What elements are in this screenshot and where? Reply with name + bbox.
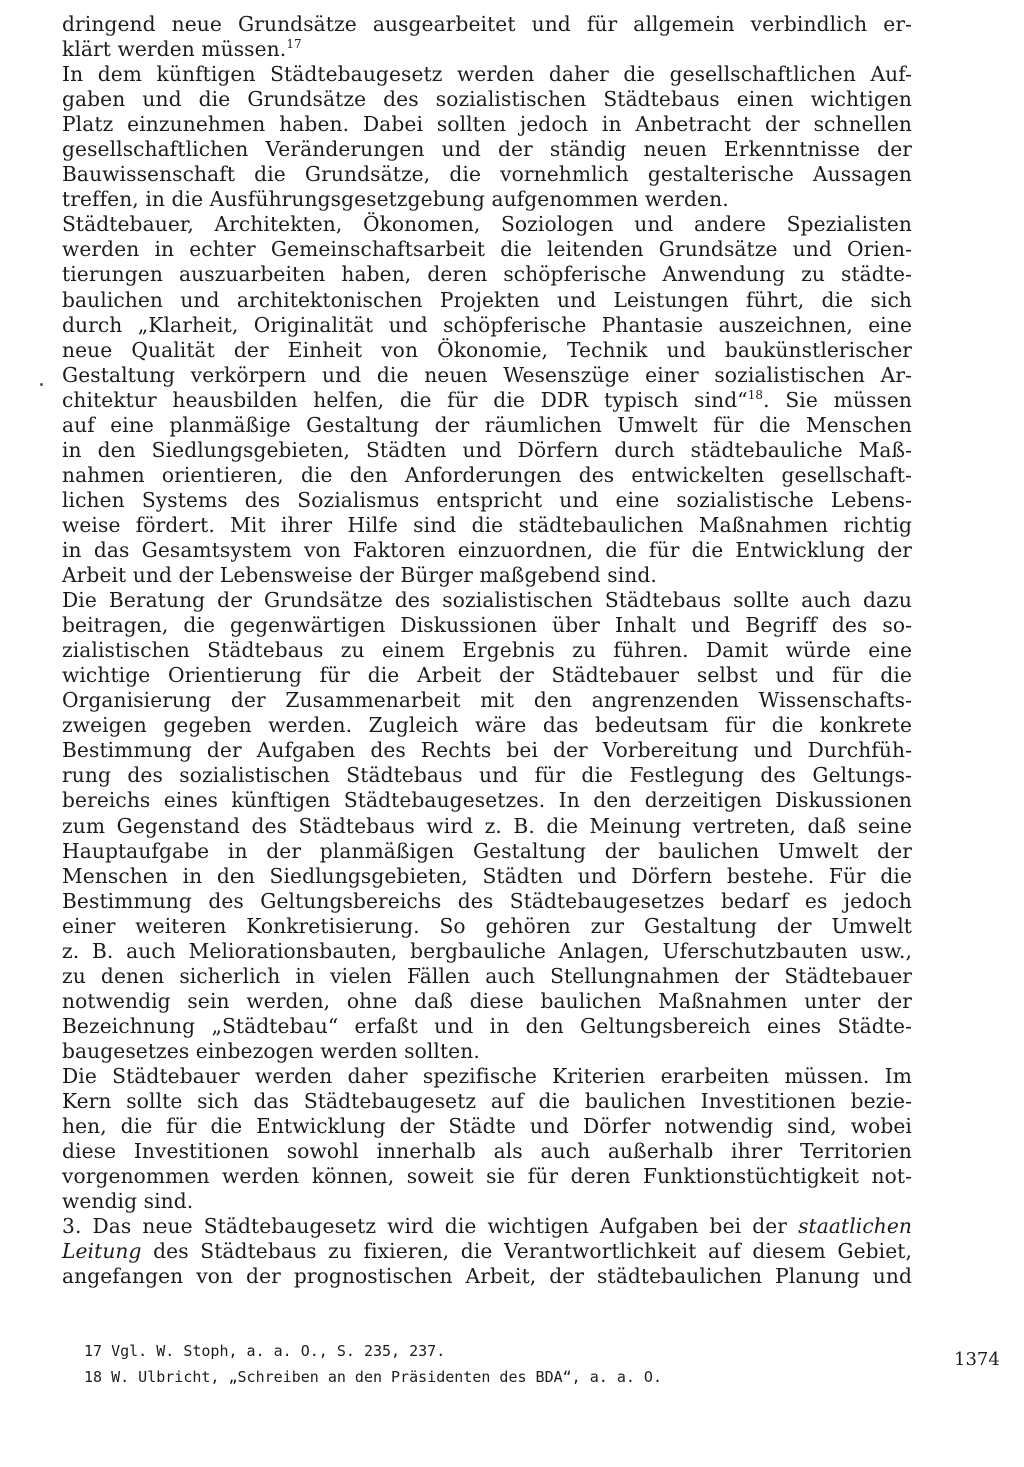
text-line [62, 37, 912, 62]
text-line: Bestimmung des Geltungsbereichs des Städtebaugesetzes bedarf es jedoch [62, 888, 912, 913]
text-line: Menschen in den Siedlungsgebieten, Städten und Dörfern bestehe. Für die [62, 863, 912, 888]
text-line: Arbeit und der Lebensweise der Bürger maßgebend sind. [62, 563, 657, 588]
paragraph-4 [62, 588, 912, 1064]
text-line: notwendig sein werden, ohne daß diese baulichen Maßnahmen unter der [62, 988, 912, 1013]
text-line: dringend neue Grundsätze ausgearbeitet und für allgemein verbindlich er- [62, 12, 912, 36]
text-line-content: des Städtebaus zu fixieren, die Verantwortlichkeit auf diesem Gebiet, [141, 1239, 912, 1264]
text-line: treffen, in die Ausführungsgesetzgebung aufgenommen werden. [62, 187, 729, 212]
text-line: angefangen von der prognostischen Arbeit, der städtebaulichen Planung und [62, 1264, 912, 1289]
text-line: Die Städtebauer werden daher spezifische Kriterien erarbeiten müssen. Im [62, 1063, 912, 1088]
text-line: rung des sozialistischen Städtebaus und für die Festlegung des Geltungs- [62, 763, 912, 788]
page-number: 1374 [954, 1349, 1000, 1370]
text-line: gaben und die Grundsätze des sozialistischen Städtebaus einen wichtigen [62, 87, 912, 112]
text-line: Bestimmung der Aufgaben des Rechts bei der Vorbereitung und Durchfüh- [62, 738, 912, 763]
text-line: zum Gegenstand des Städtebaus wird z. B. die Meinung vertreten, daß seine [62, 813, 912, 838]
emphasis-text: Leitung [62, 1239, 142, 1264]
text-line: einer weiteren Konkretisierung. So gehören zur Gestaltung der Umwelt [62, 913, 912, 938]
text-line: vorgenommen werden können, soweit sie für deren Funktionstüchtigkeit not- [62, 1164, 912, 1189]
text-line: in das Gesamtsystem von Faktoren einzuordnen, die für die Entwicklung der [62, 537, 912, 562]
text-line: hen, die für die Entwicklung der Städte und Dörfer notwendig sind, wobei [62, 1114, 912, 1139]
paragraph-5 [62, 1064, 912, 1214]
document-page [62, 12, 912, 1412]
text-line: wendig sind. [62, 1189, 194, 1214]
text-line: Bauwissenschaft die Grundsätze, die vornehmlich gestalterische Aussagen [62, 162, 912, 187]
text-line-content: 3. Das neue Städtebaugesetz wird die wichtigen Aufgaben bei der [62, 1214, 799, 1239]
text-line: z. B. auch Meliorationsbauten, bergbauliche Anlagen, Uferschutzbauten usw., [62, 938, 912, 963]
text-line [62, 1214, 912, 1239]
text-line: Gestaltung verkörpern und die neuen Wesenszüge einer sozialistischen Ar- [62, 362, 912, 387]
text-line: neue Qualität der Einheit von Ökonomie, Technik und baukünstlerischer [62, 337, 912, 362]
text-line: zweigen gegeben werden. Zugleich wäre das bedeutsam für die konkrete [62, 713, 912, 738]
text-line: diese Investitionen sowohl innerhalb als auch außerhalb ihrer Territorien [62, 1139, 912, 1164]
text-line: nahmen orientieren, die den Anforderungen des entwickelten gesellschaft- [62, 462, 912, 487]
paragraph-1 [62, 12, 912, 62]
text-line: Organisierung der Zusammenarbeit mit den angrenzenden Wissenschafts- [62, 688, 912, 713]
text-line: In dem künftigen Städtebaugesetz werden daher die gesellschaftlichen Auf- [62, 62, 912, 87]
text-line: Platz einzunehmen haben. Dabei sollten jedoch in Anbetracht der schnellen [62, 112, 912, 137]
paragraph-3 [62, 212, 912, 588]
text-line: in den Siedlungsgebieten, Städten und Dörfern durch städtebauliche Maß- [62, 437, 912, 462]
text-line: durch „Klarheit, Originalität und schöpferische Phantasie auszeichnen, eine [62, 312, 912, 337]
text-line: wichtige Orientierung für die Arbeit der Städtebauer selbst und für die [62, 663, 912, 688]
emphasis-text: staatlichen [798, 1214, 912, 1239]
text-line [62, 1239, 912, 1264]
text-line: Bezeichnung „Städtebau“ erfaßt und in den Geltungsbereich eines Städte- [62, 1013, 912, 1038]
footnotes [84, 1338, 904, 1390]
text-line-content: chitektur heausbilden helfen, die für die DDR typisch sind“ [62, 387, 748, 412]
text-line: beitragen, die gegenwärtigen Diskussionen über Inhalt und Begriff des so- [62, 613, 912, 638]
text-line-content: klärt werden müssen. [62, 37, 287, 62]
text-line-content: . Sie müssen [763, 387, 913, 412]
paragraph-6 [62, 1214, 912, 1289]
text-line: gesellschaftlichen Veränderungen und der ständig neuen Erkenntnisse der [62, 137, 912, 162]
text-line: zu denen sicherlich in vielen Fällen auch Stellungnahmen der Städtebauer [62, 963, 912, 988]
text-line [62, 388, 912, 413]
text-line: Städtebauer, Architekten, Ökonomen, Soziologen und andere Spezialisten [62, 212, 912, 237]
text-line: Hauptaufgabe in der planmäßigen Gestaltung der baulichen Umwelt der [62, 838, 912, 863]
text-line: Kern sollte sich das Städtebaugesetz auf die baulichen Investitionen bezie- [62, 1089, 912, 1114]
text-line: auf eine planmäßige Gestaltung der räumlichen Umwelt für die Menschen [62, 412, 912, 437]
body-text [62, 12, 912, 1289]
paragraph-2 [62, 62, 912, 212]
text-line: Die Beratung der Grundsätze des sozialistischen Städtebaus sollte auch dazu [62, 588, 912, 613]
text-line: werden in echter Gemeinschaftsarbeit die leitenden Grundsätze und Orien- [62, 237, 912, 262]
text-line: weise fördert. Mit ihrer Hilfe sind die städtebaulichen Maßnahmen richtig [62, 512, 912, 537]
text-line: baugesetzes einbezogen werden sollten. [62, 1038, 480, 1063]
text-line: zialistischen Städtebaus zu einem Ergebnis zu führen. Damit würde eine [62, 638, 912, 663]
text-line: baulichen und architektonischen Projekten und Leistungen führt, die sich [62, 287, 912, 312]
margin-mark [40, 383, 43, 386]
footnote-18: 18 W. Ulbricht, „Schreiben an den Präsidenten des BDA“, a. a. O. [84, 1368, 662, 1386]
footnote-ref-18[interactable]: 18 [747, 387, 764, 402]
text-line: lichen Systems des Sozialismus entspricht und eine sozialistische Lebens- [62, 487, 912, 512]
footnote-ref-17[interactable]: 17 [286, 37, 302, 52]
text-line: bereichs eines künftigen Städtebaugesetzes. In den derzeitigen Diskussionen [62, 788, 912, 813]
text-line: tierungen auszuarbeiten haben, deren schöpferische Anwendung zu städte- [62, 262, 912, 287]
footnote-17: 17 Vgl. W. Stoph, a. a. O., S. 235, 237. [84, 1342, 446, 1360]
